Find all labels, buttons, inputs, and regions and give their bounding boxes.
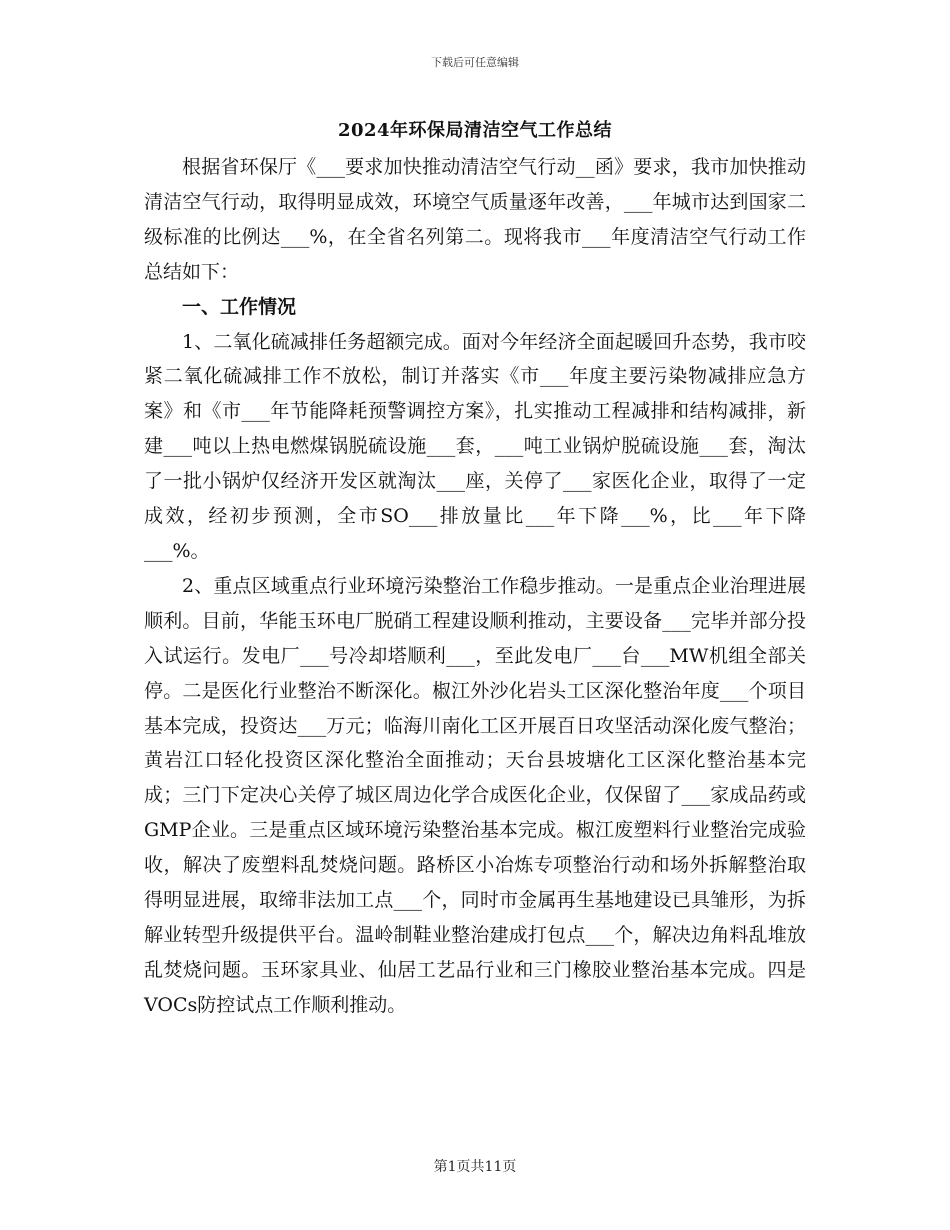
body-paragraph: 2、重点区域重点行业环境污染整治工作稳步推动。一是重点企业治理进展顺利。目前，华能玉环电厂脱硝工程建设顺利推动，主要设备___完毕并部分投入试运行。发电厂___号冷却塔顺利___，至此发电厂___台___MW机组全部关停。二是医化行业整治不断深化。椒江外沙化岩头工区深化整治年度___个项目基本完成，投资达___万元；临海川南化工区开展百日攻坚活动深化废气整治；黄岩江口轻化投资区深化整治全面推动；天台县坡塘化工区深化整治基本完成；三门下定决心关停了城区周边化学合成医化企业，仅保留了___家成品药或GMP企业。三是重点区域环境污染整治基本完成。椒江废塑料行业整治完成验收，解决了废塑料乱焚烧问题。路桥区小冶炼专项整治行动和场外拆解整治取得明显进展，取缔非法加工点___个，同时市金属再生基地建设已具雏形，为拆解业转型升级提供平台。温岭制鞋业整治建成打包点___个，解决边角料乱堆放乱焚烧问题。玉环家具业、仙居工艺品行业和三门橡胶业整治基本完成。四是VOCs防控试点工作顺利推动。: [144, 574, 806, 1016]
document-body: [144, 150, 806, 1023]
page-header-note: 下载后可任意编辑: [431, 56, 519, 69]
intro-paragraph: 根据省环保厅《___要求加快推动清洁空气行动__函》要求，我市加快推动清洁空气行动，取得明显成效，环境空气质量逐年改善，___年城市达到国家二级标准的比例达___%，在全省名列第二。现将我市___年度清洁空气行动工作总结如下：: [144, 156, 806, 283]
page-number: 第1页共11页: [433, 1159, 517, 1175]
document-title: 2024年环保局清洁空气工作总结: [337, 120, 613, 141]
body-paragraph: 1、二氧化硫减排任务超额完成。面对今年经济全面起暖回升态势，我市咬紧二氧化硫减排工作不放松，制订并落实《市___年度主要污染物减排应急方案》和《市___年节能降耗预警调控方案》，扎实推动工程减排和结构减排，新建___吨以上热电燃煤锅脱硫设施___套，___吨工业锅炉脱硫设施___套，淘汰了一批小锅炉仅经济开发区就淘汰___座，关停了___家医化企业，取得了一定成效，经初步预测，全市SO___排放量比___年下降___%，比___年下降___%。: [144, 330, 806, 562]
section-heading: 一、工作情况: [182, 295, 297, 318]
